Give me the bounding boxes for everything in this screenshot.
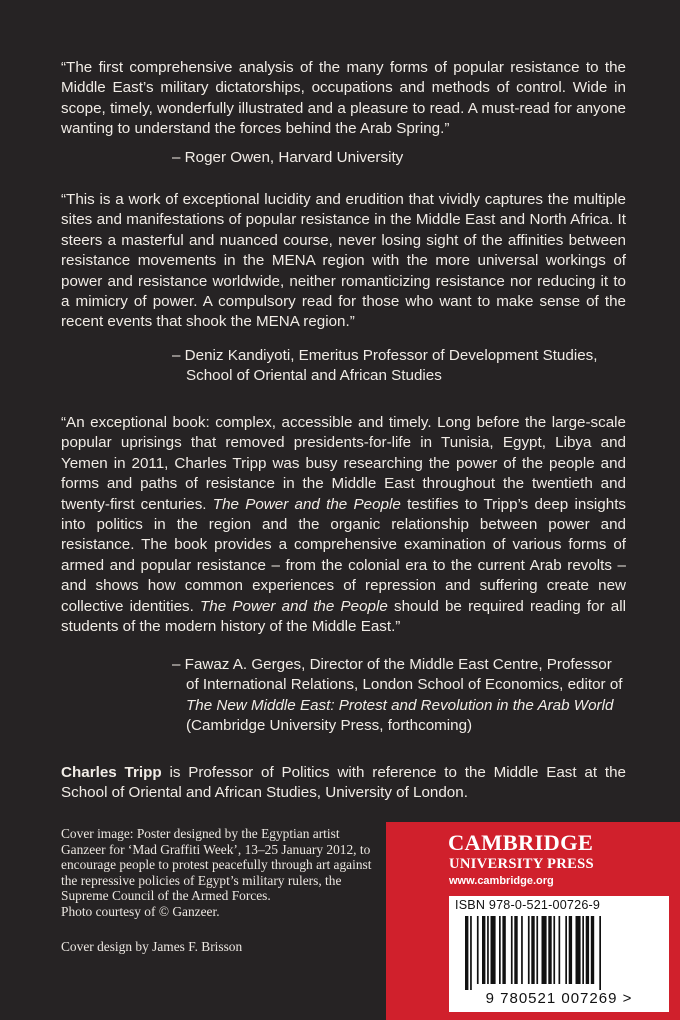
- endorsement-quote-2: “This is a work of exceptional lucidity and erudition that vividly captures the multiple sites and manifestations of popular resistance in the Middle East and North Africa. It steers a masterful and nuanced course, never losing sight of the affinities between resistance movements in the MENA region with the more universal workings of power and resistance worldwide, neither romanticizing resistance nor reducing it to a mimicry of power. A compulsory read for those who want to make sense of the recent events that shook the MENA region.”: [61, 191, 626, 331]
- endorsement-quote-3: [61, 413, 626, 637]
- cover-image-credit: Cover image: Poster designed by the Egyptian artist Ganzeer for ‘Mad Graffiti Week’, 13–25 January 2012, to encourage people to protest peacefully through art against the repressive policies of Egypt’s military rulers, the Supreme Council of the Armed Forces.: [61, 826, 372, 904]
- attribution-line: – Roger Owen, Harvard University: [172, 149, 404, 166]
- author-bio-text: is Professor of Politics with reference to the Middle East at the School of Oriental and African Studies, University of London.: [61, 764, 626, 802]
- cover-design-credit: Cover design by James F. Brisson: [61, 939, 243, 954]
- attribution-continued: [172, 675, 632, 736]
- quote-text: “An exceptional book: complex, accessible and timely. Long before the large-scale popular uprisings that removed presidents-for-life in Tunisia, Egypt, Libya and Yemen in 2011, Charles Tripp was busy researching the power of the people and forms and paths of resistance in the Middle East throughout the twentieth and twenty-first centuries.: [61, 414, 626, 513]
- endorsement-attribution-2: [172, 346, 597, 387]
- attribution-text: (Cambridge University Press, forthcoming): [186, 717, 473, 735]
- author-name: Charles Tripp: [61, 764, 162, 781]
- attribution-line: School of Oriental and African Studies: [186, 367, 442, 385]
- attribution-text: of International Relations, London School of Economics, editor of: [186, 676, 623, 694]
- book-title: The Power and the People: [212, 495, 401, 513]
- barcode-icon: [459, 916, 659, 990]
- endorsement-attribution-1: [172, 148, 403, 168]
- endorsement-attribution-3: [172, 655, 632, 737]
- book-title: The Power and the People: [200, 597, 388, 615]
- publisher-subtitle: UNIVERSITY PRESS: [449, 856, 594, 872]
- attribution-line: – Fawaz A. Gerges, Director of the Middle East Centre, Professor: [172, 656, 612, 673]
- barcode-number: 9 780521 007269 >: [485, 990, 633, 1007]
- barcode-box: [449, 896, 669, 1012]
- isbn-label: ISBN 978-0-521-00726-9: [455, 898, 601, 912]
- cited-book-title: The New Middle East: Protest and Revolution in the Arab World: [186, 696, 614, 714]
- publisher-name: CAMBRIDGE: [448, 830, 594, 855]
- endorsement-quote-1: “The first comprehensive analysis of the many forms of popular resistance to the Middle East’s military dictatorships, occupations and methods of control. Wide in scope, timely, wonderfully illustrated and a pleasure to read. A must-read for anyone wanting to understand the forces behind the Arab Spring.”: [61, 59, 626, 138]
- publisher-url: www.cambridge.org: [449, 875, 554, 887]
- attribution-line: – Deniz Kandiyoti, Emeritus Professor of Development Studies,: [172, 347, 598, 364]
- author-bio: [61, 763, 626, 804]
- publisher-block: [386, 822, 680, 1020]
- photo-credit: Photo courtesy of © Ganzeer.: [61, 903, 220, 919]
- quote-text: testifies to Tripp’s deep insights into politics in the region and the organic relationship between power and resistance. The book provides a comprehensive examination of various forms of armed and popular resistance – from the colonial era to the current Arab revolts – and shows how common experiences of repression and suffering create new collective identities.: [61, 495, 627, 615]
- quote-text: should be required reading for all students of the modern history of the Middle East.”: [61, 597, 626, 636]
- cover-credits: [61, 826, 381, 920]
